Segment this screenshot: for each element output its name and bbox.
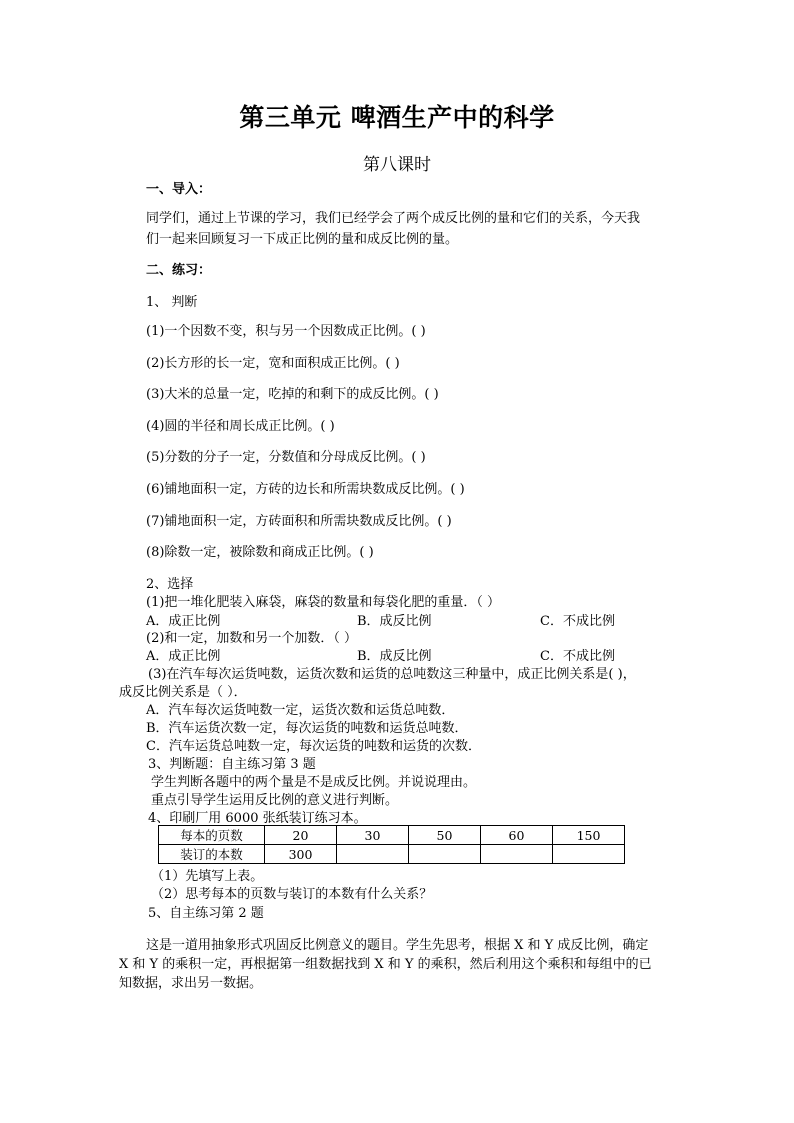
choice-option: C．不成比例 [540, 614, 615, 629]
table-cell: 20 [265, 826, 337, 845]
choice-option: B．成反比例 [357, 614, 432, 629]
self-practice-line-2: X 和 Y 的乘积一定，再根据第一组数据找到 X 和 Y 的乘积，然后利用这个乘积和每组中的已 [119, 957, 652, 972]
practice-heading: 二、练习： [146, 263, 212, 278]
table-cell-blank [481, 845, 553, 864]
choice-option: A．成正比例 [146, 614, 221, 629]
judge-label: 1、 判断 [146, 295, 198, 310]
choice-option: C．不成比例 [540, 649, 615, 664]
choice-option: C．汽车运货总吨数一定，每次运货的吨数和运货的次数． [146, 739, 481, 754]
judge-item: (6)铺地面积一定，方砖的边长和所需块数成反比例。( ) [146, 482, 465, 497]
choice-option: A．汽车每次运货吨数一定，运货次数和运货总吨数． [146, 703, 455, 718]
print-label: 4、印刷厂用 6000 张纸装订练习本。 [148, 811, 367, 826]
print-note-1: （1）先填写上表。 [151, 869, 264, 884]
choice-option: B．汽车运货次数一定，每次运货的吨数和运货总吨数． [146, 721, 468, 736]
judge2-label: 3、判断题：自主练习第 3 题 [148, 757, 316, 772]
judge-item: (8)除数一定，被除数和商成正比例。( ) [146, 545, 374, 560]
table-cell: 300 [265, 845, 337, 864]
lesson-subtitle: 第八课时 [363, 155, 431, 175]
self-practice-line-1: 这是一道用抽象形式巩固反比例意义的题目。学生先思考，根据 X 和 Y 成反比例，确定 [146, 938, 649, 953]
document-title: 第三单元 啤酒生产中的科学 [239, 103, 555, 132]
judge2-line-1: 学生判断各题中的两个量是不是成反比例。并说说理由。 [151, 775, 477, 790]
judge-item: (7)铺地面积一定，方砖面积和所需块数成反比例。( ) [146, 514, 452, 529]
intro-paragraph-line-1: 同学们，通过上节课的学习，我们已经学会了两个成反比例的量和它们的关系，今天我 [146, 211, 641, 226]
choice-label: 2、选择 [146, 577, 194, 592]
choice-option: A．成正比例 [146, 649, 221, 664]
print-note-2: （2）思考每本的页数与装订的本数有什么关系？ [151, 887, 433, 902]
pages-books-table [158, 825, 625, 864]
choice-question-2: (2)和一定，加数和另一个加数．（ ） [146, 631, 358, 646]
table-cell: 每本的页数 [159, 826, 265, 845]
judge-item: (1)一个因数不变，积与另一个因数成正比例。( ) [146, 324, 426, 339]
table-row [159, 845, 625, 864]
judge-item: (3)大米的总量一定，吃掉的和剩下的成反比例。( ) [146, 387, 439, 402]
self-practice-label: 5、自主练习第 2 题 [148, 906, 264, 921]
table-cell-blank [553, 845, 625, 864]
table-cell: 60 [481, 826, 553, 845]
table-cell-blank [337, 845, 409, 864]
intro-paragraph-line-2: 们一起来回顾复习一下成正比例的量和成反比例的量。 [146, 232, 459, 247]
self-practice-line-3: 知数据，求出另一数据。 [119, 976, 263, 991]
choice-question-1: (1)把一堆化肥装入麻袋，麻袋的数量和每袋化肥的重量．（ ） [146, 595, 501, 610]
judge2-line-2: 重点引导学生运用反比例的意义进行判断。 [151, 793, 399, 808]
table-cell: 50 [409, 826, 481, 845]
table-row [159, 826, 625, 845]
choice-question-3-line-2: 成反比例关系是（ ）． [119, 685, 247, 700]
table-cell: 装订的本数 [159, 845, 265, 864]
table-cell-blank [409, 845, 481, 864]
table-cell: 30 [337, 826, 409, 845]
choice-option: B．成反比例 [357, 649, 432, 664]
choice-question-3-line-1: (3)在汽车每次运货吨数，运货次数和运货的总吨数这三种量中，成正比例关系是( )， [148, 667, 636, 682]
table-cell: 150 [553, 826, 625, 845]
judge-item: (5)分数的分子一定，分数值和分母成反比例。( ) [146, 450, 426, 465]
intro-heading: 一、导入： [146, 182, 212, 197]
judge-item: (2)长方形的长一定，宽和面积成正比例。( ) [146, 356, 400, 371]
judge-item: (4)圆的半径和周长成正比例。( ) [146, 419, 335, 434]
